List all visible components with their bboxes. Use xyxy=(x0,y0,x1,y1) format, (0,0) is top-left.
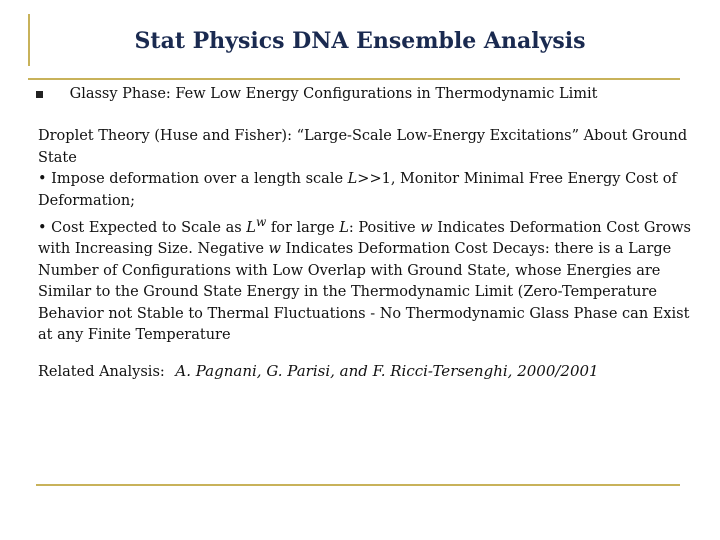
point1-post: >>1, Monitor Minimal Free Energy Cost of Deformation; xyxy=(38,171,677,209)
point2-mid2: : Positive xyxy=(348,219,421,236)
point2-mid3: Indicates Deformation Cost Grows with Increasing Size. Negative xyxy=(38,219,691,258)
slide-title: Stat Physics DNA Ensemble Analysis xyxy=(134,28,586,54)
related-label: Related Analysis: xyxy=(38,364,165,380)
glassy-phase-text: Glassy Phase: Few Low Energy Configurations in Thermodynamic Limit xyxy=(69,86,598,102)
exponent-symbol: w xyxy=(255,215,267,229)
exponent-symbol: w xyxy=(420,219,433,236)
footer-divider-line xyxy=(36,484,680,486)
point1-pre: • Impose deformation over a length scale xyxy=(38,171,348,187)
droplet-heading: Droplet Theory (Huse and Fisher): “Large-Scale Low-Energy Excitations” About Ground State xyxy=(38,128,688,166)
exponent-symbol: w xyxy=(268,241,281,258)
length-symbol: L xyxy=(246,219,256,236)
title-divider-line xyxy=(28,78,680,80)
point2-rest: Indicates Deformation Cost Decays: there is a Large Number of Configurations with Low Overlap with Ground State, whose Energies are Similar to the Ground State Energy in the Thermodynamic Limit (Zero-Temperature Behavior not Stable to Thermal Fluctuations - No Thermodynamic Glass Phase can Exist at any Finite Temperature xyxy=(38,241,690,344)
square-bullet-icon xyxy=(36,91,43,98)
related-authors: A. Pagnani, G. Parisi, and F. Ricci-Tersenghi, 2000/2001 xyxy=(175,362,599,380)
point2-pre: • Cost Expected to Scale as xyxy=(38,219,247,236)
length-symbol: L xyxy=(347,171,358,187)
related-analysis xyxy=(38,362,698,380)
glassy-phase-bullet xyxy=(36,86,696,102)
cost-scaling-point xyxy=(38,212,706,347)
deformation-point xyxy=(38,169,706,212)
length-symbol: L xyxy=(339,219,349,236)
droplet-theory-body xyxy=(38,126,706,347)
point2-mid1: for large xyxy=(266,219,340,236)
